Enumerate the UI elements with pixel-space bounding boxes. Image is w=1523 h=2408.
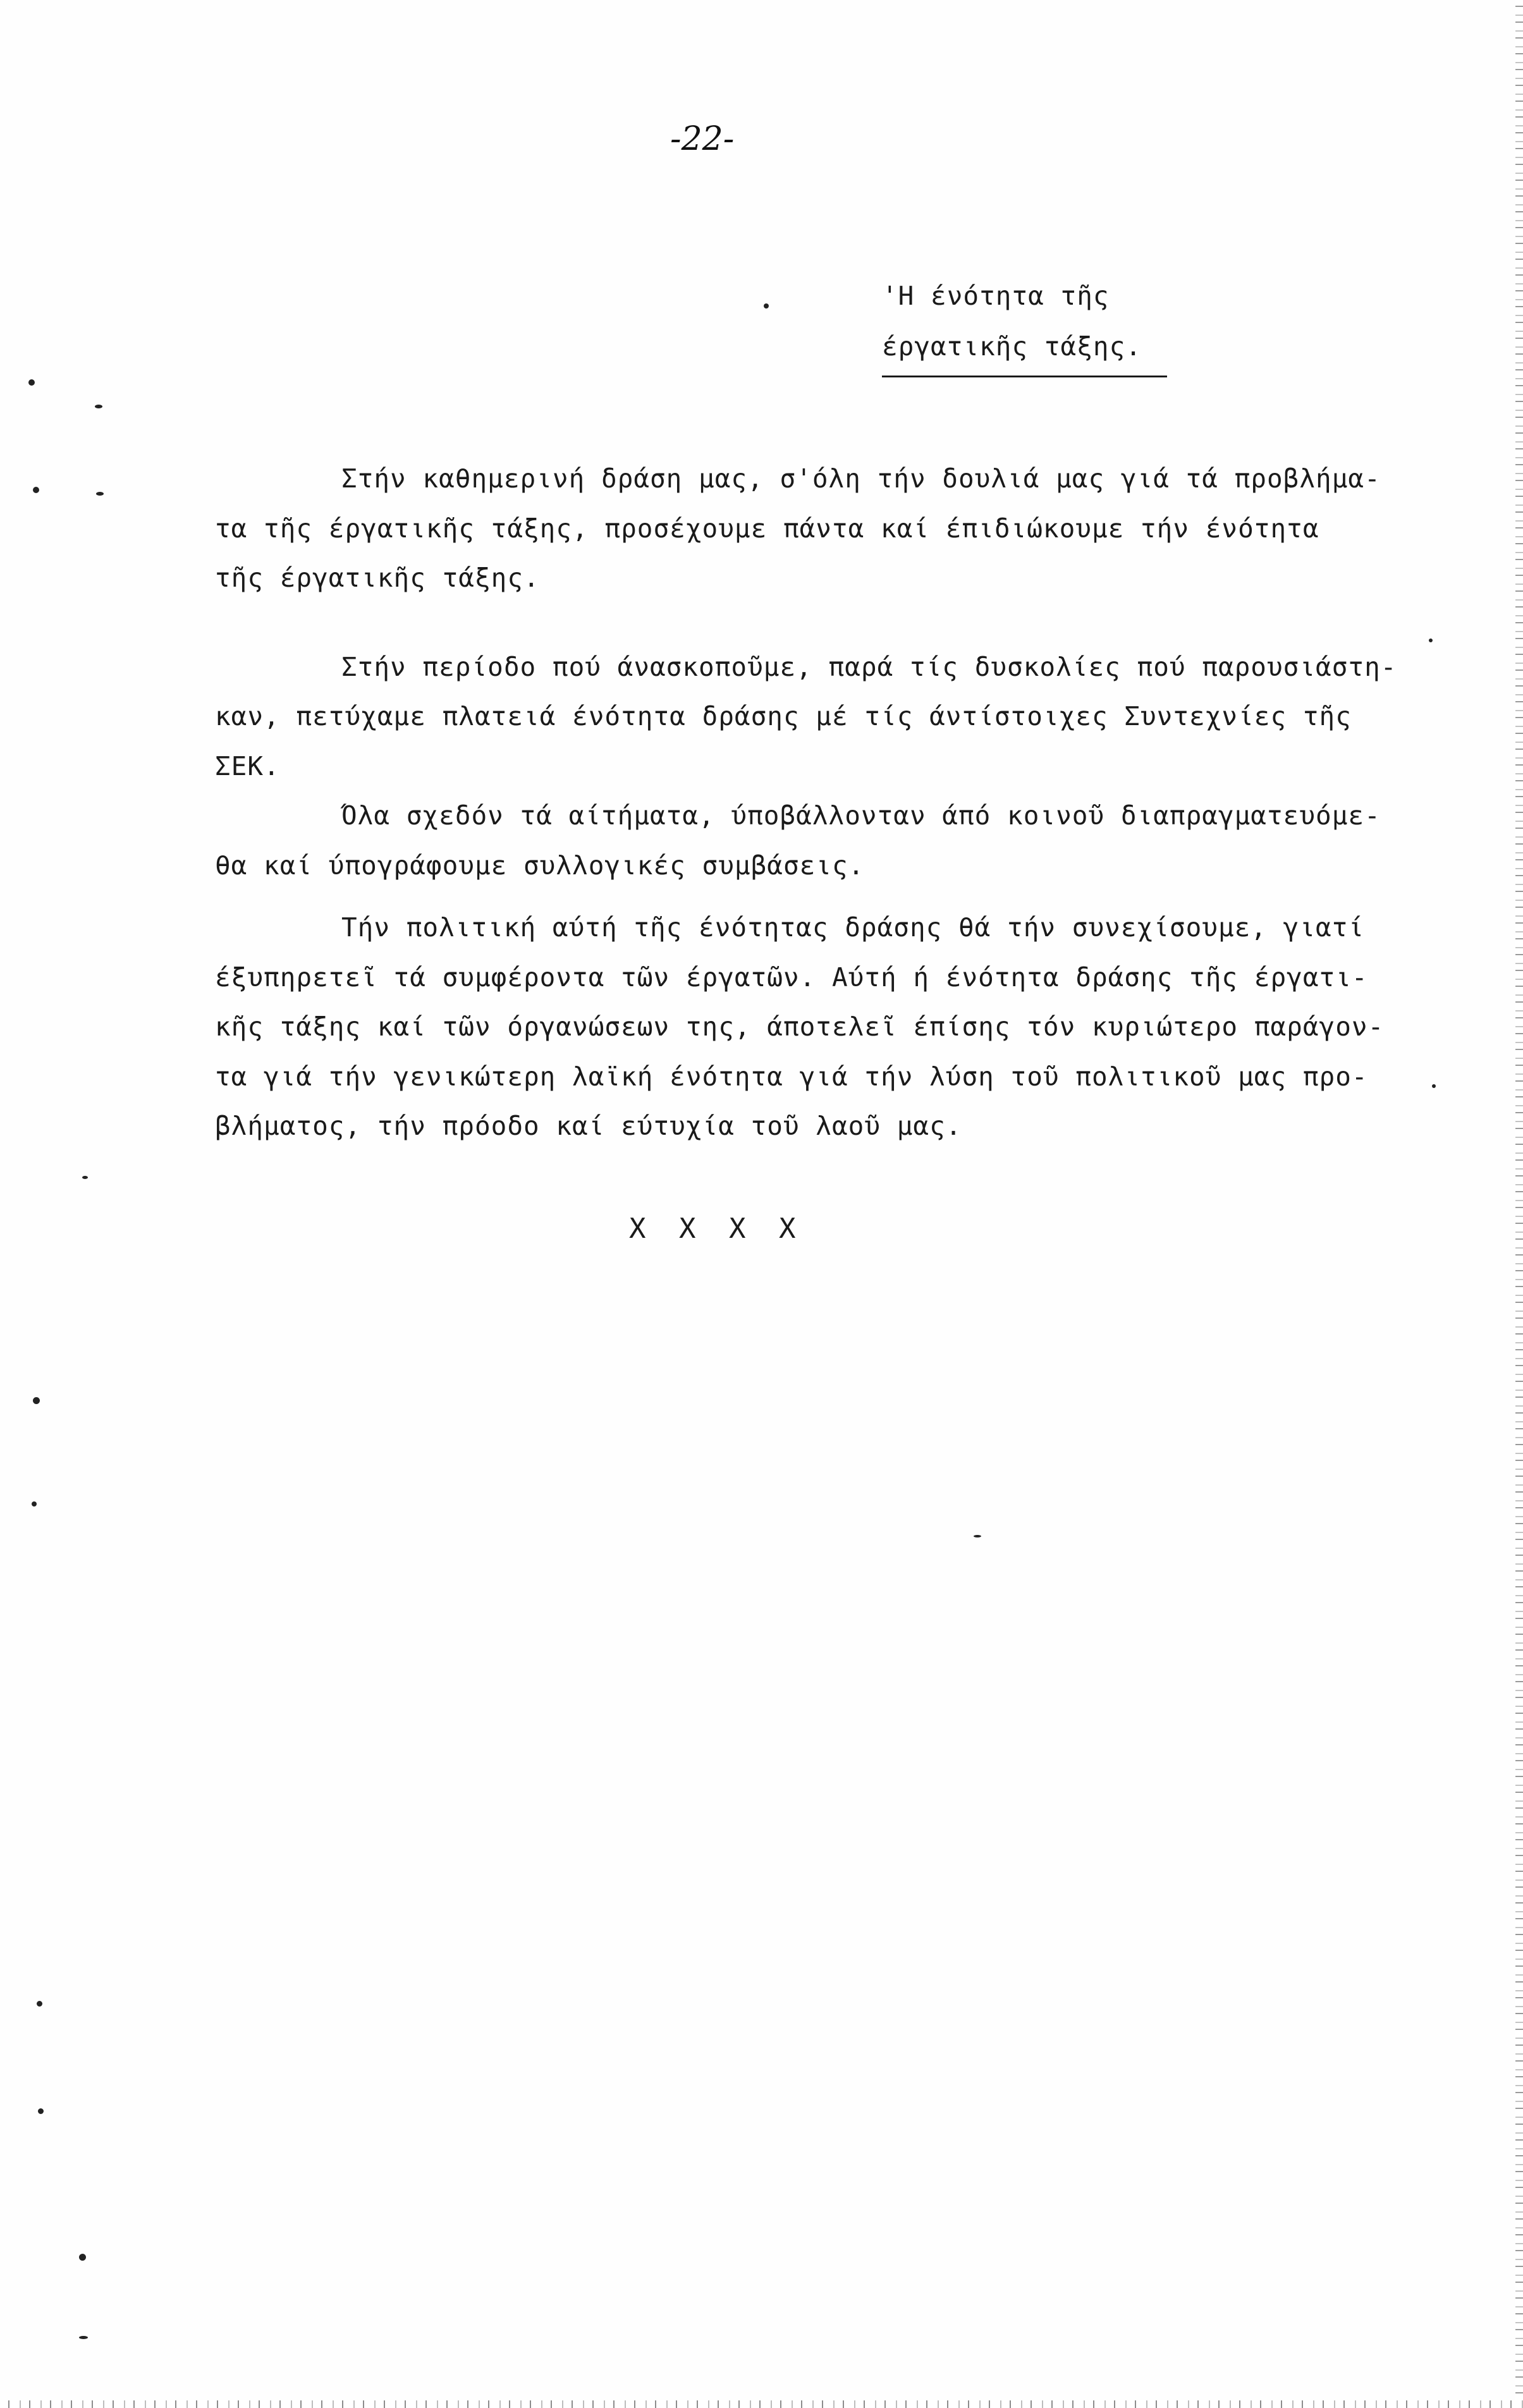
text-line: Όλα σχεδόν τά αίτήματα, ύποβάλλονταν άπό κοινοῦ διαπραγματευόμε- [341, 800, 1381, 831]
text-line: έξυπηρετεῖ τά συμφέροντα τῶν έργατῶν. Αύτή ή ένότητα δράσης τῆς έργατι- [215, 962, 1368, 993]
scan-speck [33, 487, 39, 493]
paragraph-1 [215, 454, 1457, 603]
text-line: ΣΕΚ. [215, 750, 280, 781]
scan-speck [974, 1535, 981, 1537]
scan-speck [33, 1397, 40, 1404]
scan-speck [82, 1176, 88, 1179]
scan-speck [37, 2001, 42, 2007]
text-line: κῆς τάξης καί τῶν όργανώσεων της, άποτελεῖ έπίσης τόν κυριώτερο παράγον- [215, 1011, 1385, 1042]
text-line: καν, πετύχαμε πλατειά ένότητα δράσης μέ τίς άντίστοιχες Συντεχνίες τῆς [215, 701, 1352, 731]
scan-speck [1429, 639, 1433, 642]
scan-speck [95, 405, 102, 408]
page-number: -22- [670, 120, 735, 158]
scan-edge-bottom [0, 2400, 1523, 2408]
body-text [215, 454, 1457, 1151]
text-line: Τήν πολιτική αύτή τῆς ένότητας δράσης θά τήν συνεχίσουμε, γιατί [341, 912, 1365, 943]
scan-speck [764, 303, 769, 309]
text-line: βλήματος, τήν πρόοδο καί εύτυχία τοῦ λαοῦ μας. [215, 1111, 962, 1141]
title-line-1: 'Η ένότητα τῆς [882, 281, 1110, 311]
title-line-2: έργατικῆς τάξης. [882, 321, 1167, 377]
paragraph-3 [215, 791, 1457, 890]
scan-speck [28, 379, 35, 386]
text-line: τα γιά τήν γενικώτερη λαϊκή ένότητα γιά τήν λύση τοῦ πολιτικοῦ μας προ- [215, 1061, 1368, 1092]
scan-speck [32, 1501, 37, 1507]
text-line: τα τῆς έργατικῆς τάξης, προσέχουμε πάντα καί έπιδιώκουμε τήν ένότητα [215, 513, 1319, 544]
scan-speck [79, 2254, 86, 2261]
text-line: τῆς έργατικῆς τάξης. [215, 563, 540, 593]
scan-speck [1432, 1084, 1436, 1088]
paragraph-4 [215, 903, 1457, 1151]
scan-speck [79, 2336, 88, 2339]
scan-edge-right [1515, 0, 1523, 2408]
text-line: θα καί ύπογράφουμε συλλογικές συμβάσεις. [215, 850, 865, 881]
section-title [882, 271, 1167, 377]
scan-speck [38, 2108, 44, 2114]
text-line: Στήν περίοδο πού άνασκοποῦμε, παρά τίς δυσκολίες πού παρουσιάστη- [341, 651, 1397, 682]
paragraph-2 [215, 642, 1457, 791]
text-line: Στήν καθημερινή δράση μας, σ'όλη τήν δουλιά μας γιά τά προβλήμα- [341, 463, 1381, 494]
scan-speck [96, 492, 104, 496]
end-mark: X X X X [629, 1213, 797, 1245]
